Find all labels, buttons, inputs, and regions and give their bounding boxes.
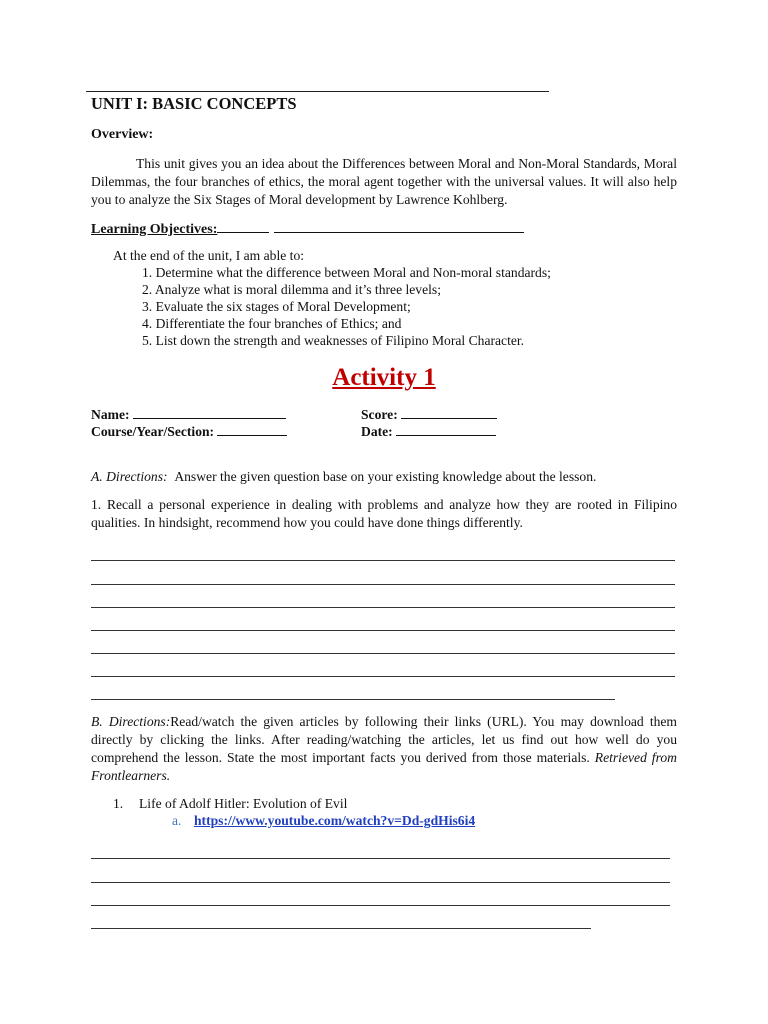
retrieved-note: Retrieved from Frontlearners. (91, 750, 677, 783)
course-field[interactable] (91, 423, 287, 440)
item-title: Life of Adolf Hitler: Evolution of Evil (139, 796, 348, 811)
top-divider (86, 91, 549, 92)
answer-line[interactable] (91, 653, 675, 654)
heading-underline (217, 219, 269, 233)
course-blank[interactable] (217, 423, 287, 436)
score-blank[interactable] (401, 406, 497, 419)
date-label: Date: (361, 424, 393, 439)
answer-line[interactable] (91, 882, 670, 883)
directions-b-label: B. Directions: (91, 714, 171, 729)
objective-item: 2. Analyze what is moral dilemma and it’s three levels; (142, 282, 441, 297)
overview-text: This unit gives you an idea about the Differences between Moral and Non-Moral Standards, Moral Dilemmas, the four branches of ethics, the moral agent together with the universal values. It will also help you to analyze the Six Stages of Moral development by Lawrence Kohlberg. (91, 156, 677, 207)
answer-line[interactable] (91, 699, 615, 700)
objective-item: 1. Determine what the difference between Moral and Non-moral standards; (142, 265, 551, 280)
item-number: 1. (113, 796, 124, 811)
answer-line[interactable] (91, 858, 670, 859)
learning-objectives-label: Learning Objectives: (91, 222, 218, 237)
heading-underline (274, 219, 524, 233)
activity-title: Activity 1 (332, 364, 436, 391)
link-row (172, 813, 475, 829)
youtube-link[interactable]: https://www.youtube.com/watch?v=Dd-gdHis6i4 (194, 813, 476, 828)
directions-a-text: Answer the given question base on your existing knowledge about the lesson. (174, 469, 597, 484)
answer-line[interactable] (91, 630, 675, 631)
objective-item: 3. Evaluate the six stages of Moral Development; (142, 299, 411, 314)
directions-a (91, 469, 596, 485)
learning-objectives-heading (91, 219, 524, 238)
overview-heading: Overview: (91, 127, 154, 142)
list-item (113, 796, 347, 812)
unit-title: UNIT I: BASIC CONCEPTS (91, 94, 297, 113)
answer-line[interactable] (91, 928, 591, 929)
course-label: Course/Year/Section: (91, 424, 215, 439)
objective-item: 5. List down the strength and weaknesses of Filipino Moral Character. (142, 333, 525, 348)
objective-item: 4. Differentiate the four branches of Ethics; and (142, 316, 402, 331)
answer-line[interactable] (91, 560, 675, 561)
overview-paragraph (91, 155, 677, 209)
name-field[interactable] (91, 406, 286, 423)
directions-b-text: Read/watch the given articles by following their links (URL). You may download them directly by clicking the links. After reading/watching the articles, let us find out how well do you comprehend the lesson. State the most important facts you derived from those materials. (91, 714, 678, 765)
date-field[interactable] (361, 423, 496, 440)
answer-line[interactable] (91, 584, 675, 585)
score-label: Score: (361, 407, 398, 422)
directions-b (91, 713, 677, 785)
answer-line[interactable] (91, 905, 670, 906)
objectives-list (142, 264, 551, 349)
objectives-intro: At the end of the unit, I am able to: (113, 248, 305, 263)
question-1: 1. Recall a personal experience in dealing with problems and analyze how they are rooted in Filipino qualities. In hindsight, recommend how you could have done things differently. (91, 497, 677, 530)
date-blank[interactable] (396, 423, 496, 436)
link-letter: a. (172, 813, 182, 828)
score-field[interactable] (361, 406, 497, 423)
name-label: Name: (91, 407, 130, 422)
directions-a-label: A. Directions: (91, 469, 168, 484)
answer-line[interactable] (91, 676, 675, 677)
name-blank[interactable] (133, 406, 286, 419)
answer-line[interactable] (91, 607, 675, 608)
